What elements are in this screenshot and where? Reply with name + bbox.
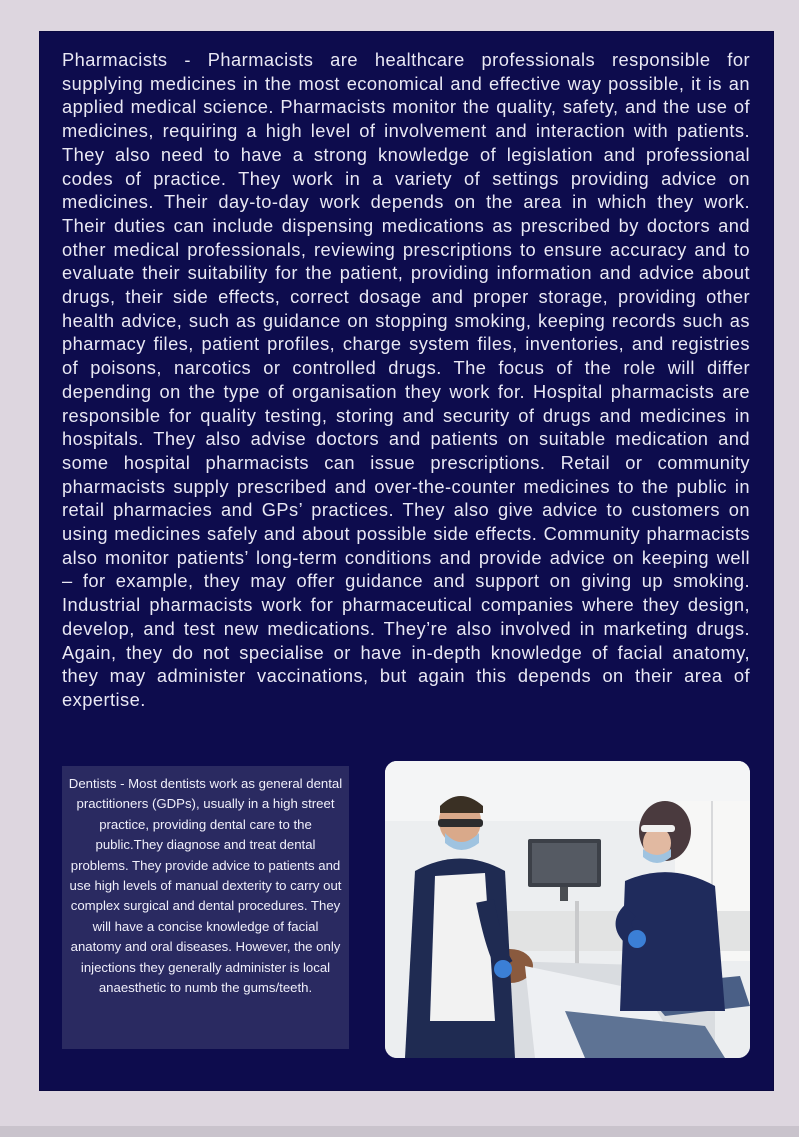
dentist-glove xyxy=(494,960,512,978)
dental-procedure-illustration xyxy=(385,761,750,1058)
dentist-loupes xyxy=(438,819,483,827)
dentists-textbox xyxy=(62,766,349,1049)
bottom-strip xyxy=(0,1126,799,1137)
dentists-paragraph: Dentists - Most dentists work as general dental practitioners (GDPs), usually in a high street practice, providing dental care to the public.They diagnose and treat dental problems. They provide advice to patients and use high levels of manual dexterity to carry out complex surgical and dental procedures. They will have a concise knowledge of facial anatomy and oral diseases. However, the only injections they generally administer is local anaesthetic to numb the gums/teeth. xyxy=(68,776,343,996)
pharmacists-paragraph: Pharmacists - Pharmacists are healthcare professionals responsible for supplying medicines in the most economical and effective way possible, it is an applied medical science. Pharmacists monitor the quality, safety, and the use of medicines, requiring a high level of involvement and interaction with patients. They also need to have a strong knowledge of legislation and professional codes of practice. They work in a variety of settings providing advice on medicines. Their day-to-day work depends on the area in which they work. Their duties can include dispensing medications as prescribed by doctors and other medical professionals, reviewing prescriptions to ensure accuracy and to evaluate their suitability for the patient, providing information and advice about drugs, their side effects, correct dosage and proper storage, providing other health advice, such as guidance on stopping smoking, keeping records such as pharmacy files, patient profiles, charge system files, inventories, and registries of poisons, narcotics or controlled drugs. The focus of the role will differ depending on the type of organisation they work for. Hospital pharmacists are responsible for quality testing, storing and security of drugs and medicines in hospitals. They also advise doctors and patients on suitable medication and some hospital pharmacists can issue prescriptions. Retail or community pharmacists supply prescribed and over-the-counter medicines to the public in retail pharmacies and GPs’ practices. They also give advice to customers on using medicines safely and about possible side effects. Community pharmacists also monitor patients’ long-term conditions and provide advice on keeping well – for example, they may offer guidance and support on giving up smoking. Industrial pharmacists work for pharmaceutical companies where they design, develop, and test new medications. They’re also involved in marketing drugs. Again, they do not specialise or have in-depth knowledge of facial anatomy, they may administer vaccinations, but again this depends on their area of expertise. xyxy=(62,49,750,710)
assistant-visor xyxy=(641,825,675,832)
assistant-glove xyxy=(628,930,646,948)
dentist-apron xyxy=(430,873,495,1021)
dental-procedure-photo xyxy=(385,761,750,1058)
